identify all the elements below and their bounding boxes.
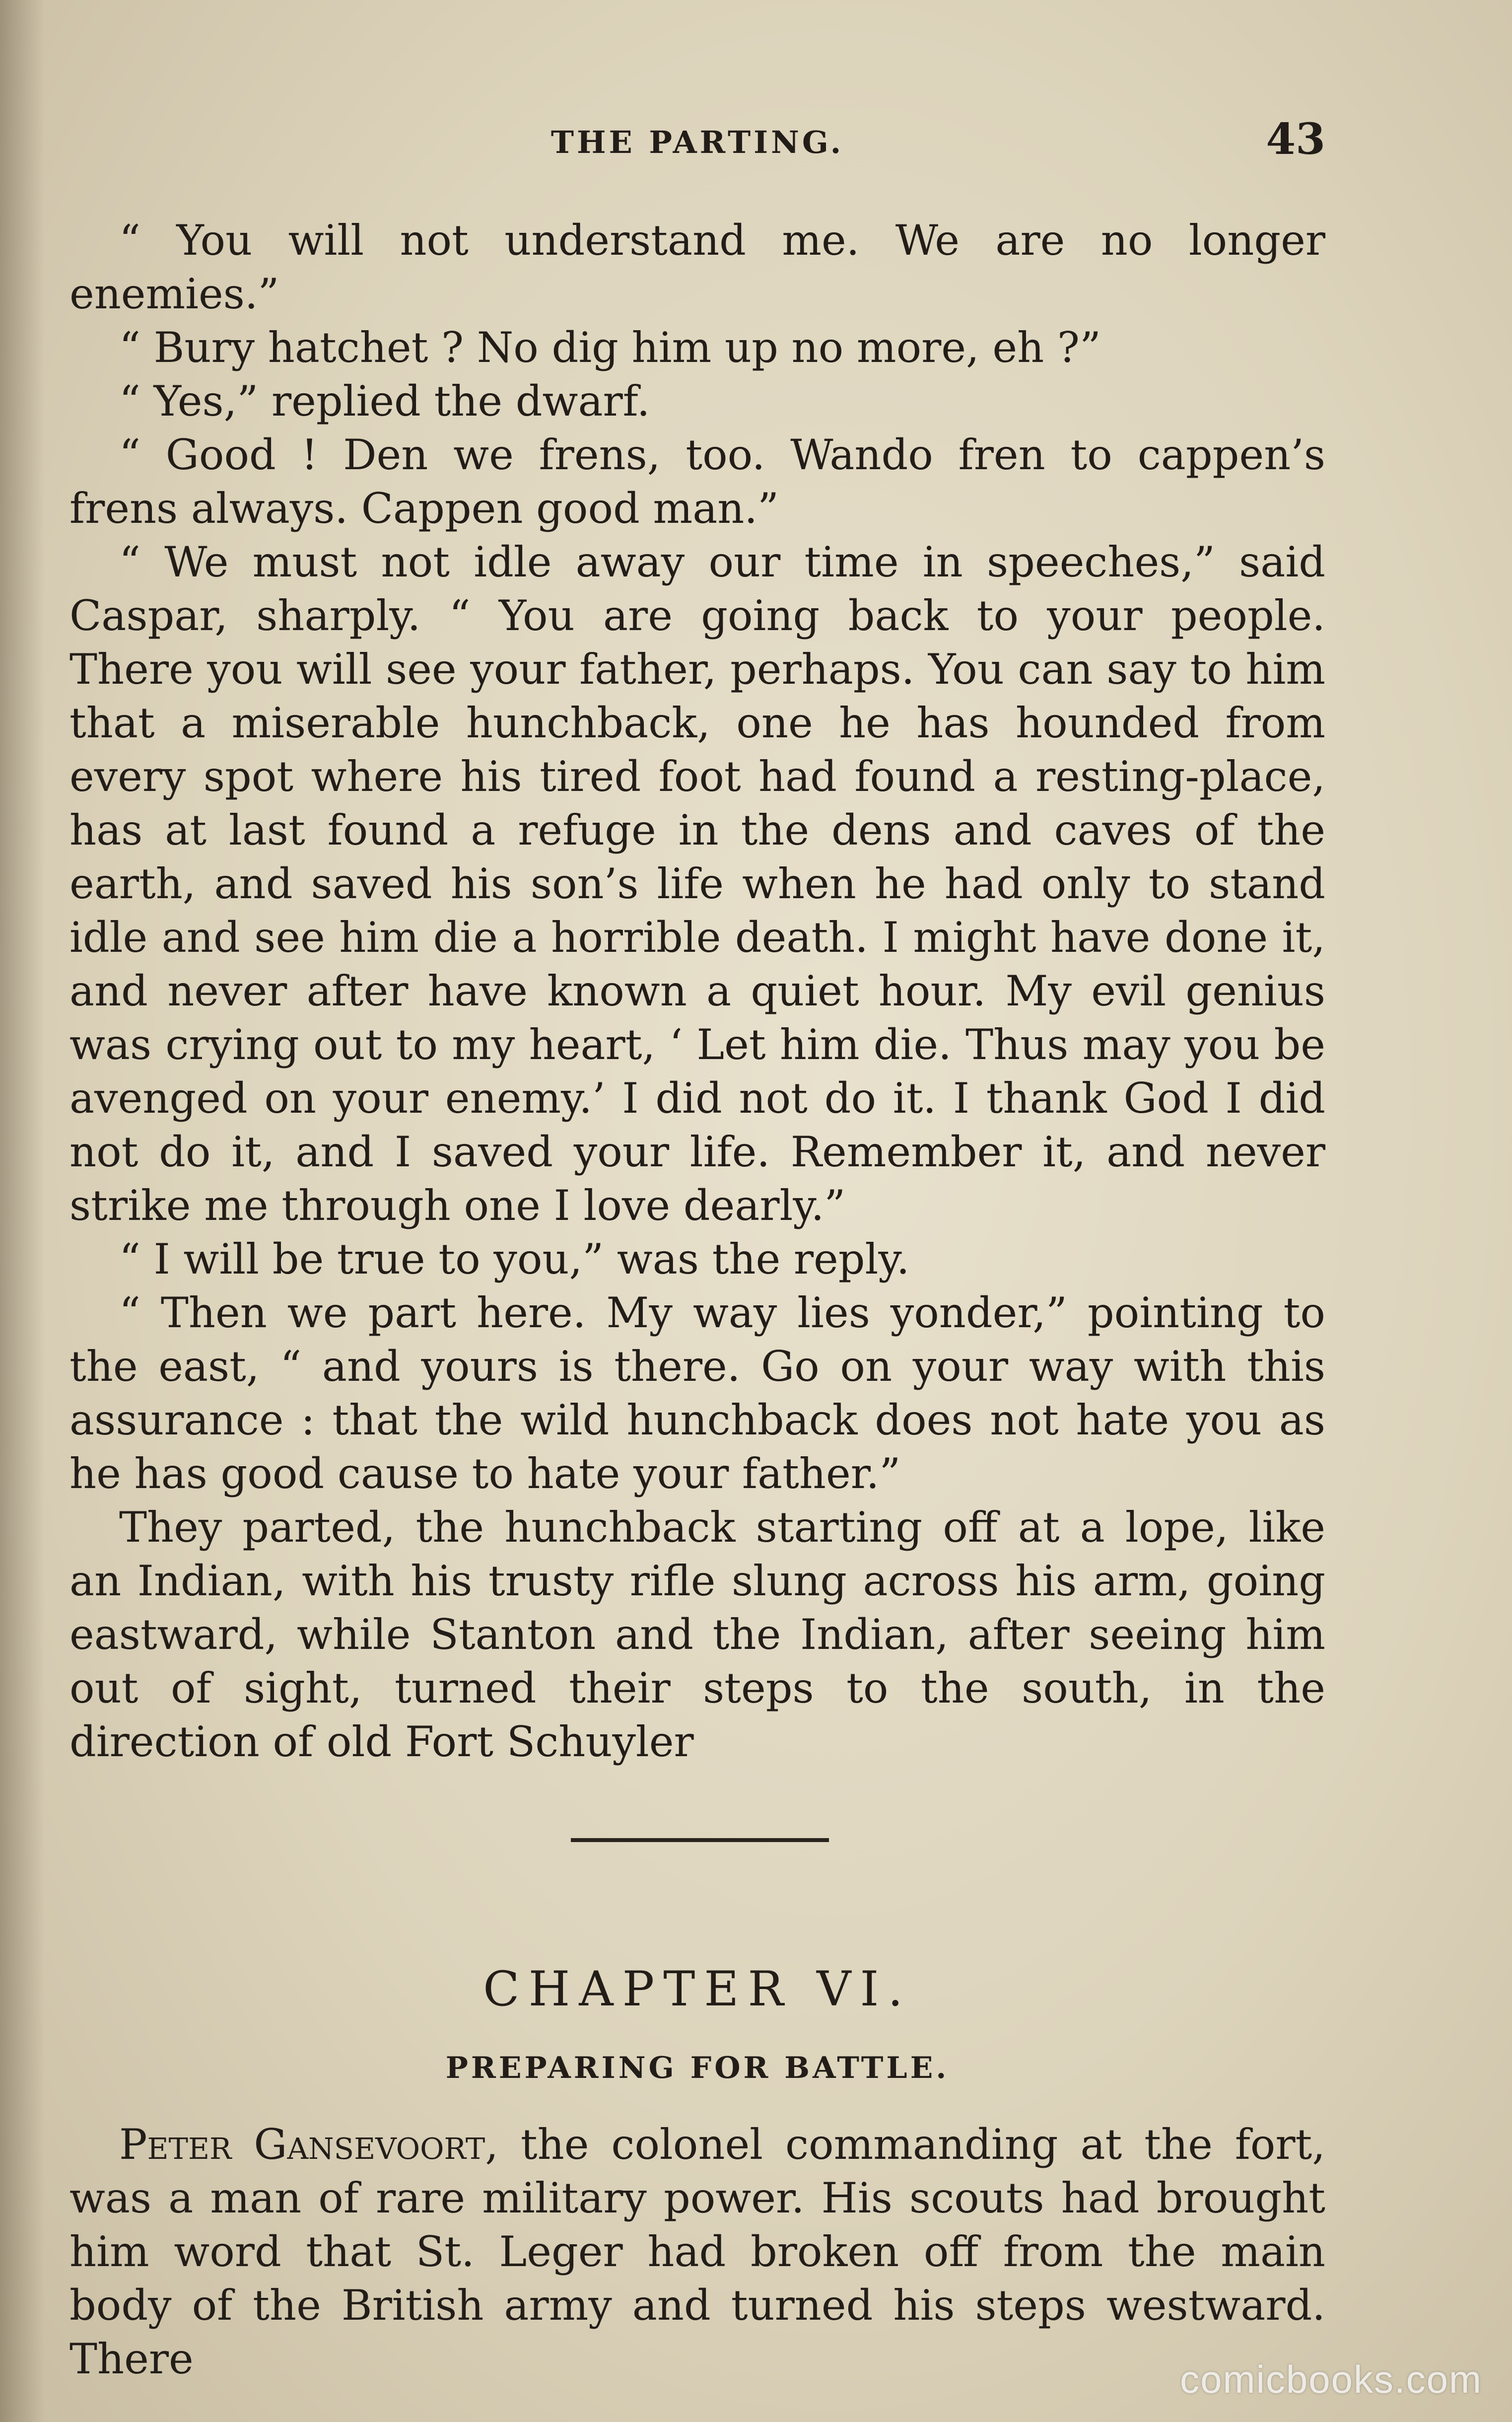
section-divider: [571, 1838, 829, 1842]
chapter-opening-paragraph: [69, 2118, 1325, 2386]
page-number: 43: [1266, 114, 1325, 164]
body-text: [69, 214, 1325, 1769]
paragraph: “ Yes,” replied the dwarf.: [119, 377, 650, 426]
watermark: comicbooks.com: [1180, 2357, 1482, 2401]
paragraph: “ You will not understand me. We are no longer enemies.”: [69, 216, 1325, 318]
page-gutter-shadow: [0, 0, 45, 2422]
paragraph: “ Good ! Den we frens, too. Wando fren to cappen’s frens always. Cappen good man.”: [69, 430, 1325, 533]
chapter-title: CHAPTER VI.: [483, 1961, 912, 2017]
chapter-subtitle: PREPARING FOR BATTLE.: [445, 2051, 950, 2085]
running-title: THE PARTING.: [550, 124, 844, 160]
paragraph: “ Then we part here. My way lies yonder,” pointing to the east, “ and yours is there. Go on your way with this assurance : that the wild hunchback does not hate you as he has good cause to hate your father.”: [69, 1288, 1325, 1498]
paragraph: “ Bury hatchet ? No dig him up no more, eh ?”: [119, 323, 1101, 372]
running-header: [69, 114, 1325, 169]
opening-text: the colonel commanding at the fort, was a man of rare military power. His scouts had brought him word that St. Leger had broken off from the main body of the British army and turned his steps westward. There: [69, 2120, 1325, 2383]
chapter-opening: [69, 2118, 1325, 2386]
paragraph: They parted, the hunchback starting off at a lope, like an Indian, with his trusty rifle slung across his arm, going eastward, while Stanton and the Indian, after seeing him out of sight, turned their steps to the south, in the direction of old Fort Schuyler: [69, 1503, 1325, 1766]
paragraph: “ I will be true to you,” was the reply.: [119, 1235, 910, 1283]
opening-name: Peter Gansevoort,: [119, 2120, 498, 2169]
paragraph: “ We must not idle away our time in speeches,” said Caspar, sharply. “ You are going back to your people. There you will see your father, perhaps. You can say to him that a miserable hunchback, one he has hounded from every spot where his tired foot had found a resting-place, has at last found a refuge in the dens and caves of the earth, and saved his son’s life when he had only to stand idle and see him die a horrible death. I might have done it, and never after have known a quiet hour. My evil genius was crying out to my heart, ‘ Let him die. Thus may you be avenged on your enemy.’ I did not do it. I thank God I did not do it, and I saved your life. Remember it, and never strike me through one I love dearly.”: [69, 538, 1325, 1230]
